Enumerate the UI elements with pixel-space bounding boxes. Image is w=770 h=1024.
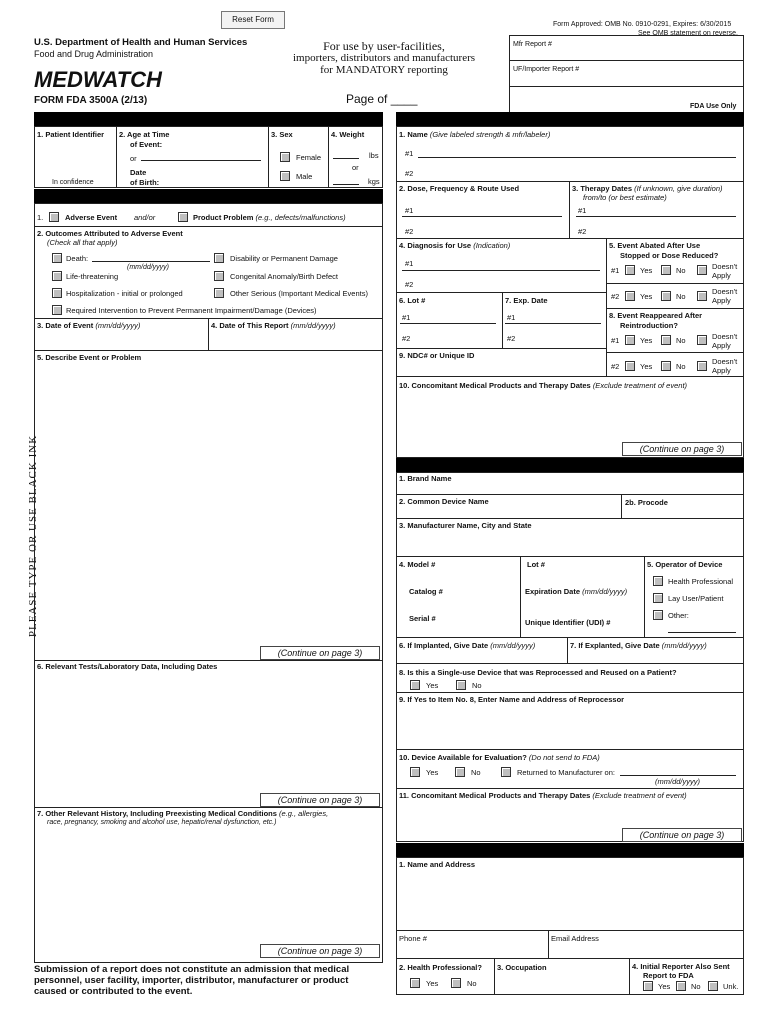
available-yes-label: Yes: [426, 768, 439, 777]
diag-1-field[interactable]: [402, 270, 600, 271]
disability-label: Disability or Permanent Damage: [230, 254, 338, 263]
exp-1-field[interactable]: [505, 323, 601, 324]
section-b-box: [34, 203, 383, 963]
therapy-1-field[interactable]: [576, 216, 736, 217]
abated-2: #2: [611, 292, 620, 301]
disability-checkbox[interactable]: [214, 253, 224, 263]
event-abated-label: 5. Event Abated After Use: [609, 241, 701, 250]
other-serious-checkbox[interactable]: [214, 288, 224, 298]
therapy-2: #2: [578, 227, 587, 236]
reprocessed-no[interactable]: [456, 680, 466, 690]
udi-label: Unique Identifier (UDI) #: [525, 618, 611, 627]
death-date-field[interactable]: [92, 261, 210, 262]
death-date-format: (mm/dd/yyyy): [127, 264, 169, 271]
lot-label: 6. Lot #: [399, 296, 426, 305]
reprocessed-label: 8. Is this a Single-use Device that was Reprocessed and Reused on a Patient?: [399, 668, 677, 677]
procode-label: 2b. Procode: [625, 498, 668, 507]
sub-agency-name: Food and Drug Administration: [34, 49, 154, 59]
footer-line-3: caused or contributed to the event.: [34, 986, 193, 997]
diagnosis-label: 4. Diagnosis for Use (Indication): [399, 241, 511, 250]
c-name-2: #2: [405, 169, 414, 178]
reappeared-label: 8. Event Reappeared After: [609, 311, 703, 320]
fda-use-label: FDA Use Only: [690, 103, 737, 110]
reappeared-2-no[interactable]: [661, 361, 671, 371]
lay-user-label: Lay User/Patient: [668, 594, 724, 603]
section-c-bar: [396, 112, 744, 126]
dose-1-field[interactable]: [402, 216, 562, 217]
abated-2-yes-label: Yes: [640, 292, 653, 301]
serial-label: Serial #: [409, 614, 436, 623]
section-a-bar: [34, 112, 383, 126]
continue-p3-b7: (Continue on page 3): [260, 944, 380, 958]
uf-report-label: UF/Importer Report #: [513, 66, 580, 73]
initial-reporter-label-2: Report to FDA: [643, 971, 694, 980]
weight-label: 4. Weight: [331, 130, 365, 139]
reappeared-label-2: Reintroduction?: [620, 321, 678, 330]
abated-1-na-label: Doesn't Apply: [712, 262, 738, 280]
lbs-label: lbs: [369, 151, 379, 160]
abated-2-na-label: Doesn't Apply: [712, 287, 738, 305]
weight-or: or: [352, 163, 359, 172]
male-checkbox[interactable]: [280, 171, 290, 181]
agency-name: U.S. Department of Health and Human Services: [34, 37, 248, 48]
reappeared-1-na[interactable]: [697, 335, 707, 345]
required-intervention-checkbox[interactable]: [52, 305, 62, 315]
reappeared-1-no[interactable]: [661, 335, 671, 345]
initial-reporter-unk[interactable]: [708, 981, 718, 991]
page-of: Page of ____: [346, 92, 418, 106]
reappeared-2: #2: [611, 362, 620, 371]
diag-2: #2: [405, 280, 414, 289]
brand-name-label: 1. Brand Name: [399, 474, 452, 483]
abated-1-no[interactable]: [661, 265, 671, 275]
dose-2: #2: [405, 227, 414, 236]
reprocessed-yes-label: Yes: [426, 681, 439, 690]
reappeared-2-no-label: No: [676, 362, 686, 371]
section-d-bar: [396, 458, 744, 472]
explanted-label: 7. If Explanted, Give Date (mm/dd/yyyy): [570, 641, 707, 650]
health-prof-no[interactable]: [451, 978, 461, 988]
weight-lbs-field[interactable]: [333, 158, 359, 159]
other-history-eg: race, pregnancy, smoking and alcohol use, hepatic/renal dysfunction, etc.): [47, 819, 277, 826]
reappeared-1-no-label: No: [676, 336, 686, 345]
footer-line-1: Submission of a report does not constitute an admission that medical: [34, 964, 350, 975]
age-field[interactable]: [141, 160, 261, 161]
reappeared-1-na-label: Doesn't Apply: [712, 332, 738, 350]
abated-2-no[interactable]: [661, 291, 671, 301]
reprocessed-no-label: No: [472, 681, 482, 690]
initial-reporter-unk-label: Unk.: [723, 982, 739, 991]
weight-kgs-field[interactable]: [333, 184, 359, 185]
in-confidence-label: In confidence: [52, 179, 94, 186]
model-label: 4. Model #: [399, 560, 436, 569]
female-checkbox[interactable]: [280, 152, 290, 162]
abated-2-na[interactable]: [697, 291, 707, 301]
available-yes[interactable]: [410, 767, 420, 777]
continue-p3-d11: (Continue on page 3): [622, 828, 742, 842]
catalog-label: Catalog #: [409, 587, 443, 596]
initial-reporter-no[interactable]: [676, 981, 686, 991]
continue-p3-c10: (Continue on page 3): [622, 442, 742, 456]
section-b-bar: [34, 189, 383, 203]
female-label: Female: [296, 153, 322, 162]
health-professional-label: 2. Health Professional?: [399, 963, 482, 972]
continue-p3-b5: (Continue on page 3): [260, 646, 380, 660]
health-prof-yes[interactable]: [410, 978, 420, 988]
congenital-checkbox[interactable]: [214, 271, 224, 281]
exp-1: #1: [507, 313, 516, 322]
age-label: 2. Age at Time: [119, 130, 170, 139]
abated-2-no-label: No: [676, 292, 686, 301]
reappeared-2-na-label: Doesn't Apply: [712, 357, 738, 375]
lot-1: #1: [402, 313, 411, 322]
sex-label: 3. Sex: [271, 130, 293, 139]
concomitant-label: 10. Concomitant Medical Products and Therapy Dates (Exclude treatment of event): [399, 381, 688, 390]
patient-identifier-label: 1. Patient Identifier: [37, 130, 105, 139]
therapy-dates-hint: from/to (or best estimate): [583, 193, 667, 202]
hospitalization-checkbox[interactable]: [52, 288, 62, 298]
lay-user-checkbox[interactable]: [653, 593, 663, 603]
phone-label: Phone #: [399, 934, 427, 943]
male-label: Male: [296, 172, 313, 181]
name-address-label: 1. Name and Address: [399, 860, 475, 869]
other-operator-field[interactable]: [668, 632, 736, 633]
abated-1-yes-label: Yes: [640, 266, 653, 275]
mandatory-line-3: for MANDATORY reporting: [320, 64, 448, 76]
therapy-1: #1: [578, 206, 587, 215]
product-problem-label: Product Problem (e.g., defects/malfunctions): [193, 213, 346, 222]
check-all-label: (Check all that apply): [47, 238, 118, 247]
health-prof-no-label: No: [467, 979, 477, 988]
continue-p3-b6: (Continue on page 3): [260, 793, 380, 807]
of-birth-label: of Birth:: [130, 178, 160, 187]
available-label: 10. Device Available for Evaluation? (Do not send to FDA): [399, 753, 600, 762]
life-threatening-checkbox[interactable]: [52, 271, 62, 281]
reappeared-1: #1: [611, 336, 620, 345]
occupation-label: 3. Occupation: [497, 963, 547, 972]
product-problem-checkbox[interactable]: [178, 212, 188, 222]
reappeared-2-yes-label: Yes: [640, 362, 653, 371]
common-device-label: 2. Common Device Name: [399, 497, 489, 506]
available-no-label: No: [471, 768, 481, 777]
c-name-1: #1: [405, 149, 414, 158]
reappeared-2-yes[interactable]: [625, 361, 635, 371]
life-threatening-label: Life-threatening: [66, 272, 119, 281]
returned-date-field[interactable]: [620, 775, 736, 776]
health-pro-label: Health Professional: [668, 577, 734, 586]
side-instruction: PLEASE TYPE OR USE BLACK INK: [27, 434, 40, 638]
therapy-dates-label: 3. Therapy Dates (If unknown, give duration): [572, 184, 723, 193]
lot-2: #2: [402, 334, 411, 343]
footer-line-2: personnel, user facility, importer, distributor, manufacturer or product: [34, 975, 349, 986]
date-label: Date: [130, 168, 147, 177]
abated-1-yes[interactable]: [625, 265, 635, 275]
describe-event-label: 5. Describe Event or Problem: [37, 353, 142, 362]
abated-1-no-label: No: [676, 266, 686, 275]
kgs-label: kgs: [368, 177, 380, 186]
exp-2: #2: [507, 334, 516, 343]
outcomes-label: 2. Outcomes Attributed to Adverse Event: [37, 229, 183, 238]
exp-date-label: 7. Exp. Date: [505, 296, 548, 305]
form-id: FORM FDA 3500A (2/13): [34, 95, 148, 106]
adverse-event-checkbox[interactable]: [49, 212, 59, 222]
lot-1-field[interactable]: [400, 323, 496, 324]
other-serious-label: Other Serious (Important Medical Events): [230, 289, 368, 298]
health-prof-yes-label: Yes: [426, 979, 439, 988]
other-operator-label: Other:: [668, 611, 689, 620]
manufacturer-label: 3. Manufacturer Name, City and State: [399, 521, 532, 530]
reappeared-2-na[interactable]: [697, 361, 707, 371]
b1-number: 1.: [37, 213, 44, 222]
mandatory-line-2: importers, distributors and manufacturers: [292, 52, 476, 64]
section-e-bar: [396, 843, 744, 857]
death-checkbox[interactable]: [52, 253, 62, 263]
hospitalization-label: Hospitalization - initial or prolonged: [66, 289, 183, 298]
abated-2-yes[interactable]: [625, 291, 635, 301]
initial-reporter-label: 4. Initial Reporter Also Sent: [632, 962, 730, 971]
reprocessor-label: 9. If Yes to Item No. 8, Enter Name and Address of Reprocessor: [399, 695, 625, 704]
d-lot-label: Lot #: [527, 560, 545, 569]
omb-line-1: Form Approved: OMB No. 0910-0291, Expires: 6/30/2015: [553, 21, 732, 28]
reappeared-1-yes[interactable]: [625, 335, 635, 345]
abated-1: #1: [611, 266, 620, 275]
c-name-1-field[interactable]: [418, 157, 736, 158]
other-operator-checkbox[interactable]: [653, 610, 663, 620]
expiration-label: Expiration Date (mm/dd/yyyy): [525, 587, 628, 596]
other-history-label: 7. Other Relevant History, Including Preexisting Medical Conditions (e.g., allergies,: [37, 809, 329, 818]
health-pro-checkbox[interactable]: [653, 576, 663, 586]
relevant-tests-label: 6. Relevant Tests/Laboratory Data, Including Dates: [37, 662, 218, 671]
death-label: Death:: [66, 254, 89, 263]
dose-label: 2. Dose, Frequency & Route Used: [399, 184, 520, 193]
medwatch-logo: MEDWATCH: [34, 67, 162, 92]
returned-date-format: (mm/dd/yyyy): [655, 777, 700, 786]
c-name-label: 1. Name (Give labeled strength & mfr/labeler): [399, 130, 551, 139]
initial-reporter-yes[interactable]: [643, 981, 653, 991]
reappeared-1-yes-label: Yes: [640, 336, 653, 345]
operator-label: 5. Operator of Device: [647, 560, 723, 569]
dose-1: #1: [405, 206, 414, 215]
mfr-report-label: Mfr Report #: [513, 41, 552, 48]
initial-reporter-no-label: No: [691, 982, 701, 991]
date-of-report-label: 4. Date of This Report (mm/dd/yyyy): [211, 321, 336, 330]
reset-form-button[interactable]: Reset Form: [221, 11, 285, 29]
omb-line-2: See OMB statement on reverse.: [638, 30, 738, 37]
initial-reporter-yes-label: Yes: [658, 982, 671, 991]
event-abated-label-2: Stopped or Dose Reduced?: [620, 251, 719, 260]
andor-label: and/or: [134, 213, 156, 222]
available-no[interactable]: [455, 767, 465, 777]
d-concomitant-label: 11. Concomitant Medical Products and Therapy Dates (Exclude treatment of event): [399, 791, 687, 800]
implanted-label: 6. If Implanted, Give Date (mm/dd/yyyy): [399, 641, 536, 650]
email-label: Email Address: [551, 934, 599, 943]
returned-label: Returned to Manufacturer on:: [517, 768, 615, 777]
age-or: or: [130, 154, 137, 163]
reprocessed-yes[interactable]: [410, 680, 420, 690]
congenital-label: Congenital Anomaly/Birth Defect: [230, 272, 338, 281]
ndc-label: 9. NDC# or Unique ID: [399, 351, 475, 360]
diag-1: #1: [405, 259, 414, 268]
required-intervention-label: Required Intervention to Prevent Permanent Impairment/Damage (Devices): [66, 306, 317, 315]
mandatory-line-1: For use by user-facilities,: [323, 39, 445, 53]
abated-1-na[interactable]: [697, 265, 707, 275]
adverse-event-label: Adverse Event: [65, 213, 118, 222]
returned-checkbox[interactable]: [501, 767, 511, 777]
date-of-event-label: 3. Date of Event (mm/dd/yyyy): [37, 321, 141, 330]
age-label-2: of Event:: [130, 140, 163, 149]
